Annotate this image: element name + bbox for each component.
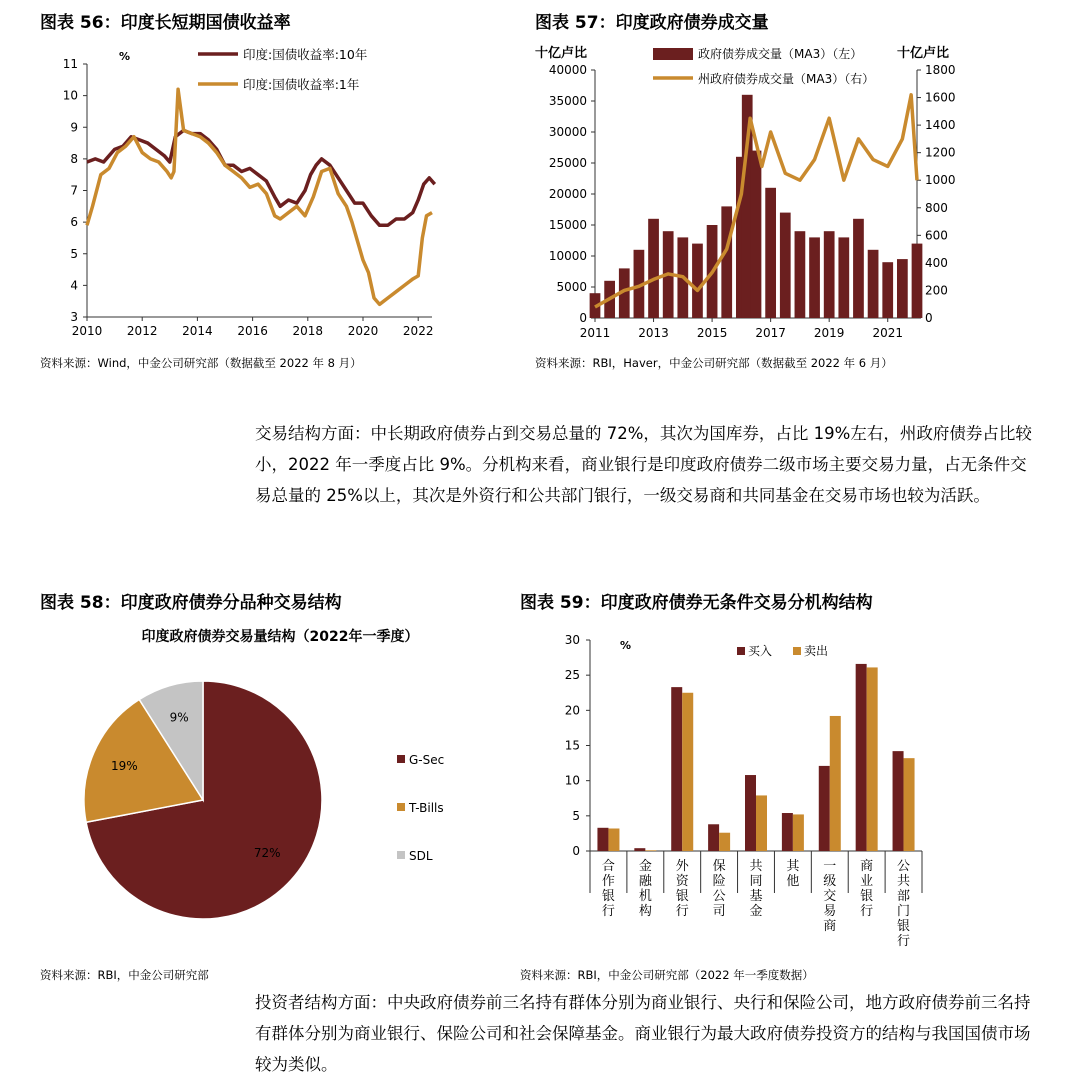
paragraph-trading-structure: 交易结构方面：中长期政府债券占到交易总量的 72%，其次为国库券，占比 19%左右，州政府债券占比较小，2022 年一季度占比 9%。分机构来看，商业银行是印度政府债券二级市场主要交易力量，占无条件交易总量的 25%以上，其次是外资行和公共部门银行，一级交易商和共同基金在交易市场也较为活跃。 bbox=[255, 424, 1032, 505]
bar bbox=[780, 213, 791, 318]
x-tick-label-char: 门 bbox=[897, 904, 911, 919]
left-y-unit-label: 十亿卢比 bbox=[535, 46, 587, 61]
bar bbox=[809, 237, 820, 318]
left-y-tick-label: 20000 bbox=[548, 187, 587, 201]
bar-买入 bbox=[819, 766, 830, 851]
fig57-title: 图表 57：印度政府债券成交量 bbox=[535, 13, 769, 33]
x-tick-label-char: 金 bbox=[749, 904, 763, 919]
x-tick-label-char: 作 bbox=[601, 874, 615, 889]
x-tick-label-char: 同 bbox=[749, 874, 763, 889]
legend-label-1: 印度:国债收益率:10年 bbox=[243, 47, 368, 62]
bar bbox=[912, 244, 923, 318]
y-tick-label: 20 bbox=[564, 703, 580, 718]
bar-卖出 bbox=[756, 795, 767, 851]
x-tick-label-char: 其 bbox=[786, 859, 800, 874]
legend-swatch-2 bbox=[397, 803, 405, 811]
right-y-tick-label: 1400 bbox=[925, 118, 956, 133]
bar-卖出 bbox=[830, 716, 841, 851]
y-unit-label: % bbox=[620, 639, 632, 652]
x-tick-label-char: 公 bbox=[897, 859, 911, 874]
x-tick-label-char: 融 bbox=[638, 874, 652, 889]
right-y-tick-label: 1200 bbox=[925, 145, 956, 160]
right-y-tick-label: 1000 bbox=[925, 173, 956, 188]
legend-label-2: 州政府债券成交量（MA3）（右） bbox=[698, 72, 875, 86]
fig56-title: 图表 56：印度长短期国债收益率 bbox=[40, 13, 291, 33]
y-tick-label: 8 bbox=[70, 151, 78, 166]
x-tick-label-char: 银 bbox=[897, 919, 911, 934]
x-tick-label: 2022 bbox=[402, 324, 434, 338]
bar bbox=[692, 244, 703, 318]
fig56-chart bbox=[40, 40, 460, 350]
y-tick-label: 15 bbox=[564, 738, 580, 753]
y-tick-label: 30 bbox=[564, 633, 580, 647]
bar-卖出 bbox=[608, 828, 619, 851]
bar-卖出 bbox=[719, 833, 730, 851]
bar-卖出 bbox=[904, 758, 915, 851]
left-y-tick-label: 15000 bbox=[548, 218, 587, 232]
legend-swatch-2 bbox=[793, 647, 801, 655]
x-tick-label: 2015 bbox=[696, 326, 728, 340]
x-tick-label-char: 险 bbox=[712, 874, 726, 889]
x-tick-label: 2013 bbox=[638, 326, 669, 340]
series-line-2 bbox=[87, 89, 432, 304]
x-tick-label-char: 商 bbox=[860, 859, 874, 874]
legend-label-2: 印度:国债收益率:1年 bbox=[243, 77, 360, 92]
right-y-unit-label: 十亿卢比 bbox=[896, 46, 949, 61]
bar-买入 bbox=[745, 775, 756, 851]
y-tick-label: 11 bbox=[62, 57, 78, 71]
x-tick-label: 2011 bbox=[579, 326, 611, 340]
x-tick-label: 2016 bbox=[237, 324, 268, 338]
bar-买入 bbox=[708, 824, 719, 851]
x-tick-label: 2018 bbox=[292, 324, 324, 338]
fig57-source: 资料来源：RBI，Haver，中金公司研究部（数据截至 2022 年 6 月） bbox=[535, 356, 893, 370]
x-tick-label-char: 业 bbox=[860, 874, 874, 889]
pie-title: 印度政府债券交易量结构（2022年一季度） bbox=[141, 629, 419, 645]
bar-买入 bbox=[893, 751, 904, 851]
left-y-tick-label: 35000 bbox=[548, 94, 587, 108]
left-y-tick-label: 10000 bbox=[548, 249, 587, 263]
legend-label-1: 政府债券成交量（MA3）（左） bbox=[698, 47, 863, 61]
legend-swatch-1 bbox=[737, 647, 745, 655]
x-tick-label-char: 级 bbox=[823, 874, 837, 889]
y-tick-label: 9 bbox=[70, 120, 78, 135]
x-tick-label-char: 共 bbox=[749, 859, 763, 874]
x-tick-label-char: 银 bbox=[860, 889, 874, 904]
bar bbox=[868, 250, 879, 318]
y-tick-label: 5 bbox=[572, 808, 580, 823]
bar-卖出 bbox=[867, 667, 878, 851]
y-tick-label: 0 bbox=[572, 844, 580, 858]
x-tick-label-char: 构 bbox=[638, 904, 652, 919]
bar-卖出 bbox=[793, 814, 804, 851]
right-y-tick-label: 800 bbox=[925, 200, 948, 215]
x-tick-label-char: 易 bbox=[823, 904, 837, 919]
legend-swatch-1 bbox=[653, 48, 693, 60]
fig59-chart bbox=[520, 620, 940, 960]
bar bbox=[897, 259, 908, 318]
legend-label-3: SDL bbox=[409, 849, 433, 863]
y-tick-label: 25 bbox=[564, 668, 580, 683]
bar-买入 bbox=[597, 828, 608, 851]
x-tick-label-char: 一 bbox=[823, 859, 837, 874]
bar-卖出 bbox=[682, 693, 693, 851]
bar bbox=[838, 237, 849, 318]
y-tick-label: 7 bbox=[70, 183, 78, 198]
bar bbox=[882, 262, 893, 318]
x-tick-label-char: 司 bbox=[712, 904, 726, 919]
bar bbox=[824, 231, 835, 318]
x-tick-label-char: 行 bbox=[675, 904, 689, 919]
pie-value-label: 9% bbox=[169, 710, 189, 725]
bar-买入 bbox=[782, 813, 793, 851]
legend-label-2: T-Bills bbox=[409, 801, 444, 815]
left-y-tick-label: 25000 bbox=[548, 156, 587, 170]
legend-swatch-3 bbox=[397, 851, 405, 859]
bar-卖出 bbox=[645, 850, 656, 851]
right-y-tick-label: 600 bbox=[925, 228, 948, 243]
bar bbox=[751, 151, 762, 318]
bar-买入 bbox=[634, 848, 645, 851]
paragraph-investor-structure: 投资者结构方面：中央政府债券前三名持有群体分别为商业银行、央行和保险公司，地方政府债券前三名持有群体分别为商业银行、保险公司和社会保障基金。商业银行为最大政府债券投资方的结构与我国国债市场较为类似。 bbox=[255, 993, 1031, 1074]
right-y-tick-label: 1800 bbox=[925, 63, 956, 77]
x-tick-label-char: 他 bbox=[786, 874, 800, 889]
bar bbox=[765, 188, 776, 318]
bar bbox=[648, 219, 659, 318]
x-tick-label-char: 行 bbox=[860, 904, 874, 919]
x-tick-label-char: 银 bbox=[601, 889, 615, 904]
fig59-title: 图表 59：印度政府债券无条件交易分机构结构 bbox=[520, 593, 873, 613]
y-tick-label: 6 bbox=[70, 215, 78, 230]
y-tick-label: 5 bbox=[70, 246, 78, 261]
right-y-tick-label: 400 bbox=[925, 255, 948, 270]
legend-label-1: G-Sec bbox=[409, 753, 445, 767]
x-tick-label-char: 行 bbox=[897, 934, 911, 949]
legend-label-1: 买入 bbox=[748, 644, 773, 658]
x-tick-label: 2014 bbox=[182, 324, 213, 338]
pie-value-label: 72% bbox=[253, 846, 281, 861]
x-tick-label: 2010 bbox=[71, 324, 103, 338]
left-y-tick-label: 0 bbox=[579, 311, 587, 325]
x-tick-label-char: 交 bbox=[823, 889, 837, 904]
x-tick-label-char: 部 bbox=[897, 889, 911, 904]
x-tick-label-char: 共 bbox=[897, 874, 911, 889]
left-y-tick-label: 40000 bbox=[548, 63, 587, 77]
bar bbox=[721, 206, 732, 318]
legend-swatch-1 bbox=[397, 755, 405, 763]
x-tick-label-char: 基 bbox=[749, 889, 763, 904]
x-tick-label-char: 资 bbox=[675, 874, 689, 889]
bar-买入 bbox=[671, 687, 682, 851]
y-tick-label: 3 bbox=[70, 310, 78, 324]
x-tick-label-char: 机 bbox=[638, 889, 652, 904]
x-tick-label-char: 银 bbox=[675, 889, 689, 904]
bar bbox=[853, 219, 864, 318]
y-tick-label: 10 bbox=[564, 773, 580, 788]
fig59-source: 资料来源：RBI，中金公司研究部（2022 年一季度数据） bbox=[520, 968, 814, 982]
x-tick-label-char: 行 bbox=[601, 904, 615, 919]
fig58-title: 图表 58：印度政府债券分品种交易结构 bbox=[40, 593, 342, 613]
bar-买入 bbox=[856, 664, 867, 851]
x-tick-label: 2017 bbox=[755, 326, 786, 340]
x-tick-label-char: 合 bbox=[601, 859, 615, 874]
y-tick-label: 4 bbox=[70, 278, 78, 293]
fig58-source: 资料来源：RBI，中金公司研究部 bbox=[40, 968, 209, 982]
x-tick-label-char: 外 bbox=[675, 859, 689, 874]
fig56-source: 资料来源：Wind，中金公司研究部（数据截至 2022 年 8 月） bbox=[40, 356, 362, 370]
left-y-tick-label: 30000 bbox=[548, 125, 587, 139]
right-y-tick-label: 0 bbox=[925, 311, 933, 325]
x-tick-label: 2021 bbox=[872, 326, 904, 340]
pie-value-label: 19% bbox=[111, 758, 138, 773]
bar bbox=[795, 231, 806, 318]
y-unit-label: % bbox=[119, 50, 131, 63]
fig57-chart bbox=[535, 40, 975, 350]
left-y-tick-label: 5000 bbox=[556, 280, 587, 294]
x-tick-label-char: 金 bbox=[638, 859, 652, 874]
x-tick-label-char: 商 bbox=[823, 919, 837, 934]
x-tick-label: 2012 bbox=[126, 324, 158, 338]
x-tick-label-char: 公 bbox=[712, 889, 726, 904]
fig58-chart bbox=[40, 620, 500, 960]
x-tick-label-char: 保 bbox=[712, 859, 726, 874]
x-tick-label: 2019 bbox=[813, 326, 845, 340]
x-tick-label: 2020 bbox=[347, 324, 379, 338]
y-tick-label: 10 bbox=[62, 88, 78, 103]
legend-label-2: 卖出 bbox=[804, 644, 829, 658]
right-y-tick-label: 200 bbox=[925, 283, 948, 298]
right-y-tick-label: 1600 bbox=[925, 90, 956, 105]
